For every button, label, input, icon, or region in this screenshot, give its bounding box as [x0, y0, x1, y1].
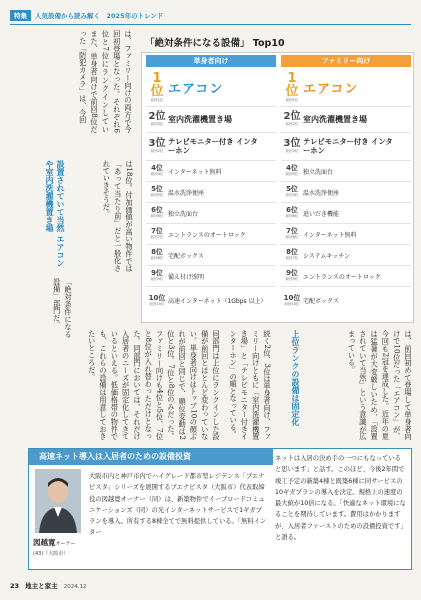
person-icon: [35, 469, 81, 533]
list-item: [146, 266, 276, 287]
owner-info: (43)（大阪市）: [33, 551, 69, 557]
rank-label: 6位 前回6位: [285, 206, 299, 219]
article-col-mid-left: 「絶対条件になる設備」部門だ。: [52, 278, 73, 338]
item-name: 宅配ボックス: [303, 298, 339, 305]
item-name: エントランスのオートロック: [168, 231, 246, 239]
list-item: [146, 182, 276, 203]
item-name: エアコン: [303, 82, 359, 97]
rank-label: 1位 前回1位: [285, 71, 299, 103]
list-item: [146, 203, 276, 224]
list-item: [281, 245, 411, 266]
section-heading-2: 上位ランクの設備は固定化: [291, 330, 300, 426]
item-name: エントランスのオートロック: [303, 273, 381, 281]
list-item: [281, 203, 411, 224]
page-footer: [10, 581, 86, 591]
item-name: インターネット無料: [303, 231, 357, 239]
list-item: [281, 287, 411, 314]
rank-label: 7位 前回8位: [285, 227, 299, 240]
item-name: 温水洗浄便座: [168, 189, 205, 197]
rank-label: 4位 前回5位: [285, 164, 299, 177]
item-name: エアコン: [168, 82, 224, 97]
item-name: 高速インターネット（1Gbps 以上）: [168, 298, 267, 305]
list-item: [146, 133, 276, 161]
rank-label: 3位 前回3位: [283, 138, 301, 154]
rank-label: 2位 前回2位: [283, 111, 301, 127]
article-col-bottom-mid: 続く2位、3位は単身者向け、ファミリー向けともに「室内洗濯機置き場」と「テレビモニター付きインターホン」の順となっている。: [229, 330, 272, 440]
list-item: [281, 182, 411, 203]
article-col-top-right: は、ファミリー向けの両方で今回初登場となった。それぞれ6位と7位にランクインしてい: [101, 30, 133, 133]
owner-name: 図越寛: [33, 538, 56, 547]
column-header-family: ファミリー向け: [281, 55, 411, 67]
rank-label: 3位 前回2位: [148, 138, 166, 154]
rank-label: 4位 前回4位: [150, 164, 164, 177]
owner-caption: [33, 537, 91, 557]
item-name: 温水洗浄便座: [303, 189, 340, 197]
profile-text-left: 大阪市内と神戸市内でハイグレード都市型レジデンス「ブエナビスタ」シリーズを展開するブエナビスタ（大阪市）代表取締役の図越寛オーナー（同）は、新築物件でイーブロードコミュニケーションズ（同）の光インターネットサービスで1ギガプランを導入。所有する8棟全てで無料提供している。「無料インター: [89, 473, 267, 537]
list-item: [146, 224, 276, 245]
rank-label: 9位 前回9位: [150, 269, 164, 282]
rank-label: 5位 前回5位: [150, 185, 164, 198]
section-title: 人気設備から読み解く 2025年のトレンド: [35, 12, 164, 20]
item-name: 追いだき機能: [303, 210, 340, 218]
list-item: [281, 133, 411, 161]
header-divider: [10, 24, 411, 25]
item-name: 備え付け照明: [168, 273, 205, 281]
issue-date: 2024.12: [63, 584, 87, 590]
profile-text-right: ネットは入居の決め手の一つにもなっていると思います」と話す。このほど、今後2年間で竣工予定の新築4棟と既築6棟に同サービスの10ギガプランの導入を決定。規格上の速度の最大値が10倍になる。「快適なネット環境になることを期待しています。費用はかかりますが、入居者ファーストのための設備投資です」と語る。: [275, 455, 407, 542]
list-item: [146, 69, 276, 107]
list-item: [281, 69, 411, 107]
page-number: 23: [10, 582, 20, 590]
rank-label: 9位 前回9位: [285, 269, 299, 282]
item-name: 室内洗濯機置き場: [168, 115, 232, 124]
rank-label: 2位 前回3位: [148, 111, 166, 127]
item-name: 宅配ボックス: [168, 252, 204, 260]
list-item: [146, 107, 276, 133]
item-name: 独立洗面台: [303, 168, 334, 176]
list-item: [146, 245, 276, 266]
article-col-bottom-left: 同部門は上位にランクインした設備が前回とほとんど変わっていない。単身者向けはトップ10の顔ぶれが前回と同じで、順位変動は2位と3位、7位と8位のみだった。ファミリー向けも4位と5位、7位と8位が入れ替わっただけとなった。同部門においては、それだけ入居者のニーズが固定化してきているといえる。低価格帯の物件でも、これらの設備は用意しておきたいところだ。: [87, 330, 221, 440]
list-item: [281, 266, 411, 287]
rank-label: 5位 前回4位: [285, 185, 299, 198]
section-tag: 特集: [10, 10, 31, 21]
item-name: システムキッチン: [303, 252, 350, 260]
article-col-top-left: は18位。付加価値が高い物件では「あって当たり前」だと一般化されていきそうだ。: [102, 160, 134, 272]
rank-label: 1位 前回1位: [150, 71, 164, 103]
rank-label: 10位 前回10位: [283, 293, 301, 306]
rank-label: 7位 前回7位: [150, 227, 164, 240]
item-name: テレビモニター付き インターホン: [168, 138, 258, 155]
page-header: [10, 9, 163, 22]
ranking-title: 「絶対条件になる設備」 Top10: [145, 38, 285, 49]
magazine-name: 地主と家主: [25, 582, 58, 590]
section-heading-1: 設置されていて当然 エアコンや室内洗濯機置き場: [45, 160, 65, 267]
list-item: [146, 161, 276, 182]
item-name: テレビモニター付き インターホン: [303, 138, 393, 155]
list-item: [281, 107, 411, 133]
rank-label: 8位 前回7位: [285, 248, 299, 261]
list-item: [281, 161, 411, 182]
rank-label: 8位 前回8位: [150, 248, 164, 261]
rank-label: 6位 前回6位: [150, 206, 164, 219]
column-header-single: 単身者向け: [146, 55, 276, 67]
item-name: インターネット無料: [168, 168, 222, 176]
owner-photo: [35, 469, 81, 533]
item-name: 独立洗面台: [168, 210, 199, 218]
list-item: [281, 224, 411, 245]
article-col-top-mid: また、単身者向けで前回8位だった「防犯カメラ」は、今回: [78, 30, 99, 133]
ranking-table: [141, 52, 414, 323]
owner-role: オーナー: [55, 541, 76, 547]
list-item: [146, 287, 276, 314]
rank-label: 10位 前回10位: [148, 293, 166, 306]
article-col-bottom-right: は、前回初めて登場して単身者向けで10位だった「エアコン」が、今回も2冠を達成した。近年の夏は猛暑が大変厳しいため、「設置されていて当然」という意識が広まっている。: [347, 330, 413, 440]
item-name: 室内洗濯機置き場: [303, 115, 367, 124]
profile-heading: 高速ネット導入は入居者のための設備投資: [29, 449, 273, 465]
owner-profile-box: [28, 448, 412, 570]
